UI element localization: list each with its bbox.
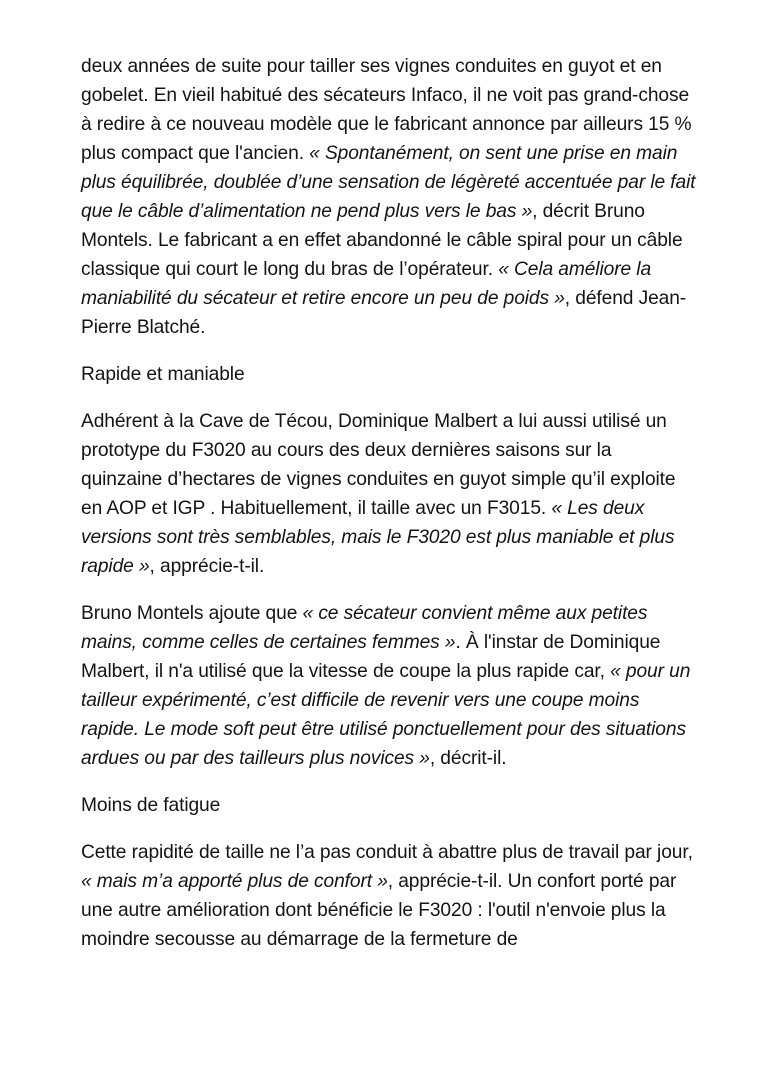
quote: « Cela améliore la maniabilité du sécateur et retire encore un peu de poids » (81, 259, 652, 309)
text-run: , apprécie-t-il. Un confort porté par une autre amélioration dont bénéficie le F3020 : l'outil n'envoie plus la moindre secousse au démarrage de la fermeture de (81, 871, 677, 950)
quote: « mais m’a apporté plus de confort » (81, 871, 388, 892)
quote: « ce sécateur convient même aux petites mains, comme celles de certaines femmes » (81, 603, 648, 653)
text-run: Adhérent à la Cave de Técou, Dominique Malbert a lui aussi utilisé un prototype du F3020 au cours des deux dernières saisons sur la quinzaine d’hectares de vignes conduites en guyot simple qu’il exploite en AOP et IGP . Habituellement, il taille avec un F3015. (81, 411, 676, 519)
quote: « Les deux versions sont très semblables, mais le F3020 est plus maniable et plus rapide » (81, 498, 675, 577)
text-run: , défend Jean-Pierre Blatché. (81, 288, 687, 338)
paragraph (81, 838, 696, 954)
quote: « Spontanément, on sent une prise en main plus équilibrée, doublée d’une sensation de légèreté accentuée par le fait que le câble d’alimentation ne pend plus vers le bas » (81, 143, 696, 222)
quote: « pour un tailleur expérimenté, c’est difficile de revenir vers une coupe moins rapide. Le mode soft peut être utilisé ponctuellement pour des situations ardues ou par des tailleurs plus novices » (81, 661, 691, 769)
text-run: Bruno Montels ajoute que (81, 603, 303, 624)
section-heading: Rapide et maniable (81, 364, 245, 385)
article-body (81, 52, 696, 972)
text-run: , apprécie-t-il. (149, 556, 265, 577)
paragraph (81, 52, 696, 342)
text-run: . À l'instar de Dominique Malbert, il n'a utilisé que la vitesse de coupe la plus rapide car, (81, 632, 661, 682)
text-run: , décrit-il. (429, 748, 507, 769)
text-run: deux années de suite pour tailler ses vignes conduites en guyot et en gobelet. En vieil habitué des sécateurs Infaco, il ne voit pas grand-chose à redire à ce nouveau modèle que le fabricant annonce par ailleurs 15 % plus compact que l'ancien. (81, 56, 692, 164)
paragraph (81, 599, 696, 773)
text-run: Cette rapidité de taille ne l’a pas conduit à abattre plus de travail par jour, (81, 842, 693, 863)
section-heading: Moins de fatigue (81, 795, 221, 816)
paragraph (81, 407, 696, 581)
text-run: , décrit Bruno Montels. Le fabricant a en effet abandonné le câble spiral pour un câble classique qui court le long du bras de l’opérateur. (81, 201, 683, 280)
